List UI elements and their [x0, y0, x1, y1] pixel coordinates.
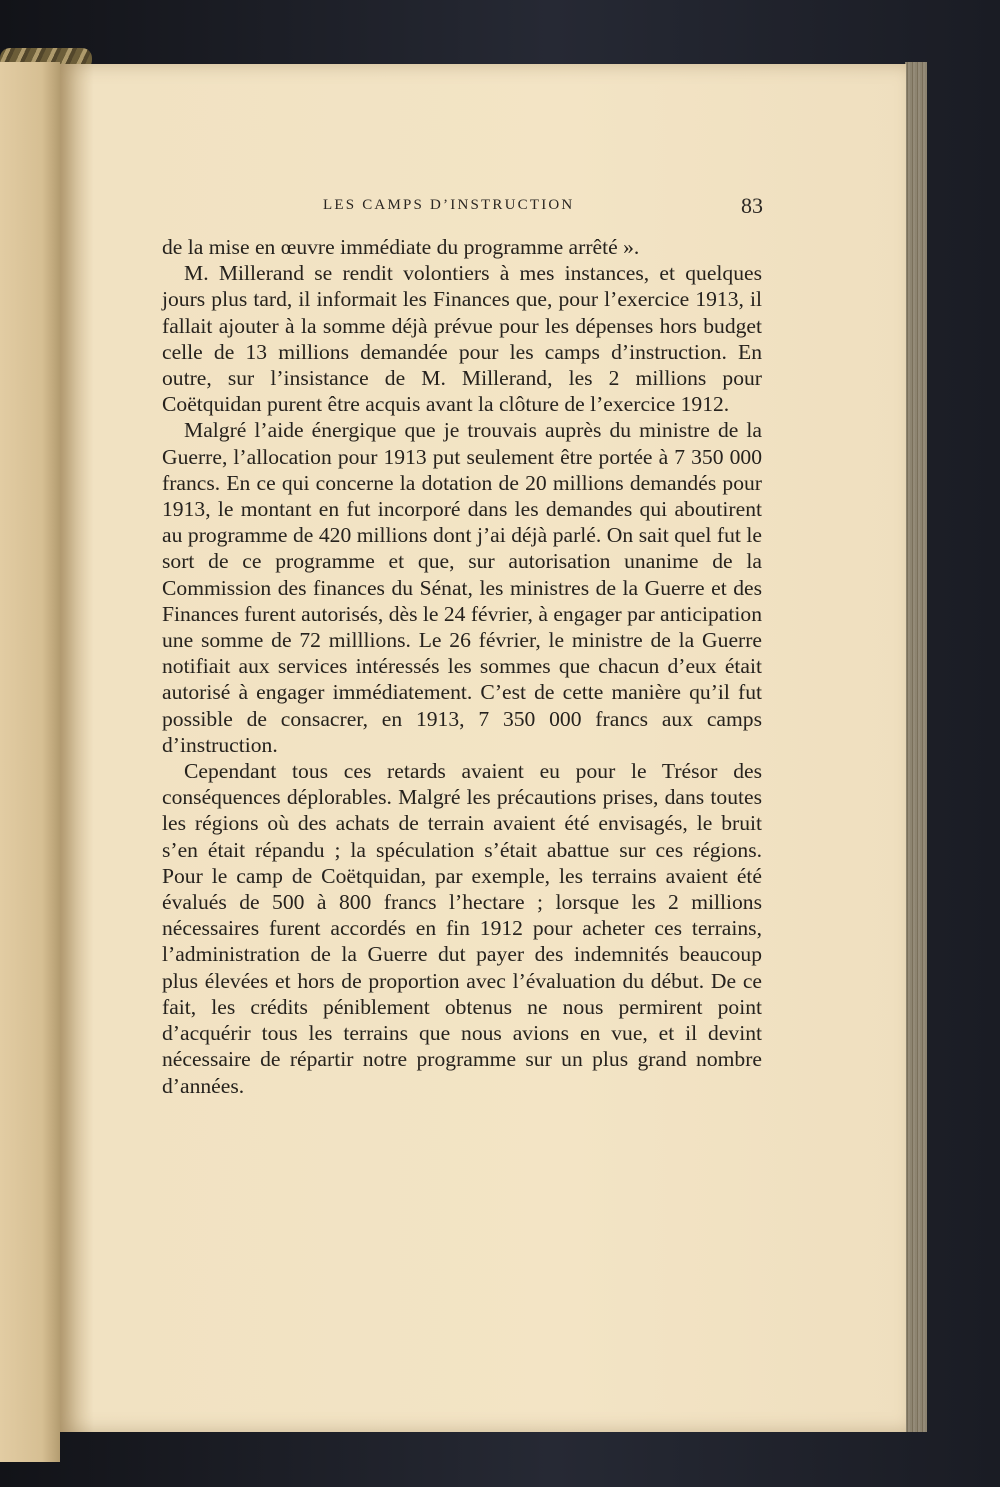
facing-page-edge — [0, 62, 60, 1462]
page-block-edge — [905, 62, 927, 1432]
running-head — [323, 195, 763, 219]
running-title: LES CAMPS D’INSTRUCTION — [323, 197, 575, 213]
body-text — [162, 234, 762, 1099]
paragraph: Malgré l’aide énergique que je trouvais auprès du ministre de la Guerre, l’allocation pour 1913 put seulement être portée à 7 350 000 francs. En ce qui concerne la dotation de 20 millions demandés pour 1913, le montant en fut incorporé dans les demandes qui aboutirent au programme de 420 millions dont j’ai déjà parlé. On sait quel fut le sort de ce programme et que, sur autorisation unanime de la Commission des finances du Sénat, les ministres de la Guerre et des Finances furent autorisés, dès le 24 février, à engager par anticipation une somme de 72 milllions. Le 26 février, le ministre de la Guerre notifiait aux services intéressés les sommes que chacun d’eux était autorisé à engager immédiatement. C’est de cette manière qu’il fut possible de consacrer, en 1913, 7 350 000 francs aux camps d’instruction. — [162, 418, 762, 757]
paragraph: de la mise en œuvre immédiate du programme arrêté ». — [162, 235, 640, 259]
paragraph: Cependant tous ces retards avaient eu pour le Trésor des conséquences déplorables. Malgré les précautions prises, dans toutes les régions où des achats de terrain avaient été envisagés, le bruit s’en était répandu ; la spéculation s’était abattue sur ces régions. Pour le camp de Coëtquidan, par exemple, les terrains avaient été évalués de 500 à 800 francs l’hectare ; lorsque les 2 millions nécessaires furent accordés en fin 1912 pour acheter ces terrains, l’administration de la Guerre dut payer des indemnités beaucoup plus élevées et hors de proportion avec l’évaluation du début. De ce fait, les crédits péniblement obtenus ne nous permirent point d’acquérir tous les terrains que nous avions en vue, et il devint nécessaire de répartir notre programme sur un plus grand nombre d’années. — [162, 759, 762, 1098]
paragraph: M. Millerand se rendit volontiers à mes instances, et quelques jours plus tard, il informait les Finances que, pour l’exercice 1913, il fallait ajouter à la somme déjà prévue pour les dépenses hors budget celle de 13 millions demandée pour les camps d’instruction. En outre, sur l’insistance de M. Millerand, les 2 millions pour Coëtquidan purent être acquis avant la clôture de l’exercice 1912. — [162, 261, 762, 417]
page-number: 83 — [741, 193, 763, 218]
